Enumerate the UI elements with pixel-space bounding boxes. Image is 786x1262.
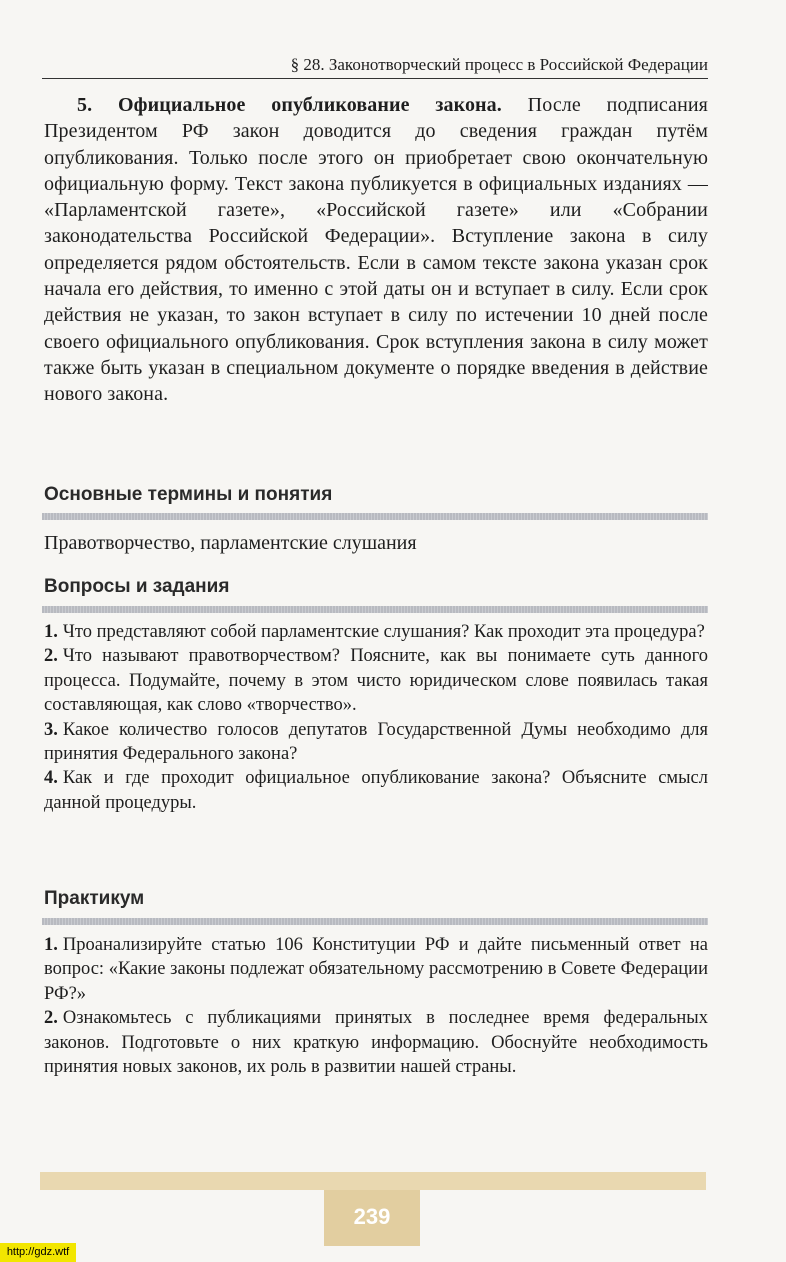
item-number: 1. [44, 935, 58, 955]
practicum-rule [42, 918, 708, 925]
list-item [44, 718, 708, 767]
practicum-list [44, 933, 708, 1079]
item-text: Проанализируйте статью 106 Конституции РФ и дайте письменный ответ на вопрос: «Какие законы подлежат обязательному рассмотрению в Совете Федерации РФ?» [44, 935, 708, 1004]
paragraph-text: После подписания Президентом РФ закон доводится до сведения граждан путём опубликования. Только после этого он приобретает свою окончательную официальную форму. Текст закона публикуется в официальных изданиях — «Парламентской газете», «Российской газете» или «Собрании законодательства Российской Федерации». Вступление закона в силу определяется рядом обстоятельств. Если в самом тексте закона указан срок начала его действия, то именно с этой даты он и вступает в силу. Если срок действия не указан, то закон вступает в силу по истечении 10 дней после своего официального опубликования. Срок вступления закона в силу может также быть указан в специальном документе о порядке введения в действие нового закона. [44, 94, 708, 406]
list-item [44, 644, 708, 717]
item-text: Что представляют собой парламентские слушания? Как проходит эта процедура? [62, 622, 705, 642]
item-text: Ознакомьтесь с публикациями принятых в последнее время федеральных законов. Подготовьте о них краткую информацию. Обоснуйте необходимость принятия новых законов, их роль в развитии нашей страны. [44, 1008, 708, 1078]
footer-band [40, 1172, 706, 1190]
item-text: Что называют правотворчеством? Поясните, как вы понимаете суть данного процесса. Подумайте, почему в этом чисто юридическом слове появилась такая составляющая, как слово «творчество». [44, 646, 708, 716]
page-number: 239 [353, 1204, 391, 1229]
item-number: 2. [44, 1008, 58, 1029]
running-head: § 28. Законотворческий процесс в Российской Федерации [42, 52, 708, 79]
list-item [44, 620, 708, 644]
item-number: 4. [44, 768, 58, 789]
list-item [44, 933, 708, 1006]
list-item [44, 766, 708, 815]
item-number: 1. [44, 622, 58, 642]
item-number: 3. [44, 719, 58, 740]
terms-heading: Основные термины и понятия [44, 484, 333, 505]
list-item [44, 1006, 708, 1079]
item-text: Какое количество голосов депутатов Государственной Думы необходимо для принятия Федерального закона? [44, 719, 708, 765]
paragraph-heading: 5. Официальное опубликование закона. [77, 94, 502, 116]
practicum-heading: Практикум [44, 888, 145, 909]
terms-text: Правотворчество, парламентские слушания [44, 532, 417, 554]
main-paragraph [44, 92, 708, 408]
watermark-link[interactable]: http://gdz.wtf [0, 1243, 76, 1262]
terms-rule [42, 513, 708, 520]
item-number: 2. [44, 646, 58, 667]
questions-heading: Вопросы и задания [44, 576, 230, 597]
questions-list [44, 620, 708, 815]
questions-rule [42, 606, 708, 613]
item-text: Как и где проходит официальное опубликование закона? Объясните смысл данной процедуры. [44, 768, 708, 813]
